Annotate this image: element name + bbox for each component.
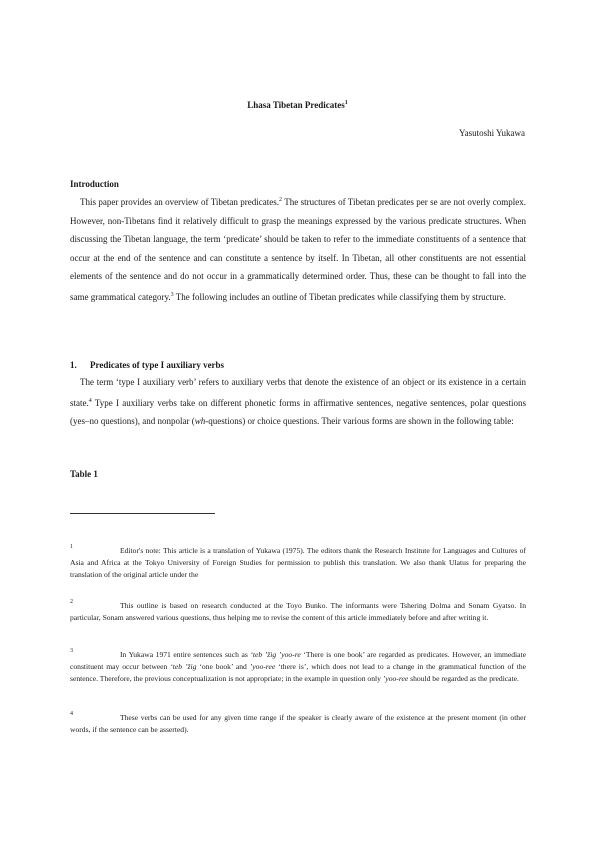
footnote-ref-2[interactable]: 2: [279, 197, 283, 203]
footnote-1: [70, 545, 526, 582]
footnote-ref-4[interactable]: 4: [88, 397, 92, 404]
footnote-3-example-1: ‘teb ʼžig ʼyoo-re: [250, 650, 301, 659]
footnote-4-mark: 4: [70, 711, 73, 717]
author-name: Yasutoshi Yukawa: [458, 128, 525, 138]
section-1-number: 1.: [70, 360, 77, 370]
footnote-3-example-4: ʼyoo-ree: [382, 674, 409, 684]
section-1-text-3: -questions) or choice questions. Their various forms are shown in the following table:: [205, 416, 514, 427]
footnote-1-text: Editor's note: This article is a translation of Yukawa (1975). The editors thank the Research Institute for Languages and Cultures of Asia and Africa at the Tokyo University of Foreign Studies for permission to publish this translation. We also thank Ulatus for preparing the translation of the original article under the: [70, 546, 526, 580]
footnote-2: [70, 600, 526, 624]
footnote-3: [70, 649, 526, 686]
footnote-1-mark: 1: [70, 544, 73, 550]
section-1-text-2: Type I auxiliary verbs take on different phonetic forms in affirmative sentences, negative sentences, polar questions (yes–no questions), and nonpolar (: [70, 397, 526, 427]
footnote-2-mark: 2: [70, 599, 73, 605]
intro-text-1: This paper provides an overview of Tibetan predicates.: [80, 197, 280, 207]
intro-heading: Introduction: [70, 179, 119, 189]
wh-term: wh: [194, 416, 206, 427]
intro-paragraph: [70, 191, 526, 307]
footnote-3-example-2: ‘teb ʼžig: [170, 662, 197, 672]
footnote-4: [70, 712, 526, 736]
footnote-4-text: These verbs can be used for any given time range if the speaker is clearly aware of the existence at the present moment (in other words, if the sentence can be asserted).: [70, 713, 526, 735]
section-1-title: Predicates of type I auxiliary verbs: [90, 360, 225, 370]
footnote-3-mark: 3: [70, 648, 73, 654]
footnote-3-text-3: ‘one book’ and: [196, 662, 250, 672]
paper-title: [0, 100, 595, 110]
section-1-text-1: The term ‘type I auxiliary verb’ refers to auxiliary verbs that denote the existence of an object or its existence in a certain state.: [70, 377, 526, 408]
footnote-2-text: This outline is based on research conducted at the Toyo Bunko. The informants were Tshering Dolma and Sonam Gyatso. In particular, Sonam answered various questions, thus helping me to revise the content of this article immediately before and after writing it.: [70, 601, 526, 623]
section-1-paragraph: [70, 373, 526, 431]
footnote-separator: [70, 513, 215, 514]
footnote-3-text-2: ‘There is one book’ are regarded as predicates. However, an immediate constituent may occur between: [70, 650, 527, 672]
section-1-heading: [70, 360, 224, 370]
table-label: Table 1: [70, 469, 98, 479]
footnote-ref-3[interactable]: 3: [170, 291, 174, 298]
title-footnote-ref[interactable]: 1: [344, 100, 348, 106]
intro-text-3: The following includes an outline of Tibetan predicates while classifying them by structure.: [173, 291, 506, 302]
paper-title-text: Lhasa Tibetan Predicates: [247, 100, 345, 110]
footnote-3-text-1: In Yukawa 1971 entire sentences such as: [120, 650, 251, 659]
footnote-3-text-4: ‘there is’, which does not lead to a change in the grammatical function of the sentence. Therefore, the previous conceptualization is not appropriate; in the example in question only: [70, 662, 526, 684]
footnote-3-example-3: ʼyoo-ree: [249, 662, 276, 672]
footnote-3-text-5: should be regarded as the predicate.: [408, 674, 519, 684]
intro-text-2: The structures of Tibetan predicates per se are not overly complex. However, non-Tibetans find it relatively difficult to grasp the meanings expressed by the various predicate structures. When discussing the Tibetan language, the term ‘predicate’ should be taken to refer to the immediate constituents of a sentence that occur at the end of the sentence and can constitute a sentence by itself. In Tibetan, all other constituents are not essential elements of the sentence and do not occur in a grammatically determined order. Thus, these can be thought to fall into the same grammatical category.: [70, 197, 526, 302]
